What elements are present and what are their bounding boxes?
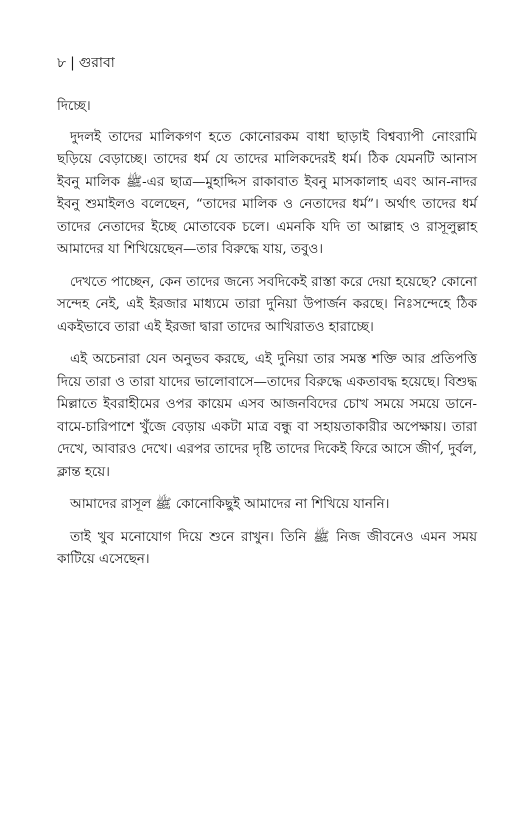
paragraph: আমাদের রাসূল ﷺ কোনোকিছুই আমাদের না শিখিয়ে যাননি।	[70, 497, 390, 512]
header-separator: |	[70, 55, 75, 71]
paragraph: দেখতে পাচ্ছেন, কেন তাদের জন্যে সবদিকেই রাস্তা করে দেয়া হয়েছে? কোনো সন্দেহ নেই, এই ইরজার মাধ্যমে তারা দুনিয়া উপার্জন করছে। নিঃসন্দেহে ঠিক একইভাবে তারা এই ইরজা দ্বারা তাদের আখিরাতও হারাচ্ছে।	[57, 274, 477, 335]
book-title: গুরাবা	[78, 55, 115, 71]
body-text	[57, 96, 477, 582]
paragraph-continuation: দিচ্ছে।	[57, 99, 91, 114]
paragraph: এই অচেনারা যেন অনুভব করছে, এই দুনিয়া তার সমস্ত শক্তি আর প্রতিপত্তি দিয়ে তারা ও তারা যাদের ভালোবাসে—তাদের বিরুদ্ধে একতাবদ্ধ হয়েছে। বিশুদ্ধ মিল্লাতে ইবরাহীমের ওপর কায়েম এসব আজনবিদের চোখ সময়ে সময়ে ডানে-বামে-চারিপাশে খুঁজে বেড়ায় একটা মাত্র বন্ধু বা সহায়তাকারীর অপেক্ষায়। তারা দেখে, আবারও দেখে। এরপর তাদের দৃষ্টি তাদের দিকেই ফিরে আসে জীর্ণ, দুর্বল, ক্লান্ত হয়ে।	[57, 352, 477, 480]
running-header	[57, 54, 115, 72]
paragraph: তাই খুব মনোযোগ দিয়ে শুনে রাখুন। তিনি ﷺ নিজ জীবনেও এমন সময় কাটিয়ে এসেছেন।	[57, 529, 477, 567]
page-number: ৮	[57, 55, 67, 71]
paragraph: দুদলই তাদের মালিকগণ হতে কোনোরকম বাধা ছাড়াই বিশ্বব্যাপী নোংরামি ছড়িয়ে বেড়াচ্ছে। তাদের ধর্ম যে তাদের মালিকদেরই ধর্ম। ঠিক যেমনটি আনাস ইবনু মালিক ﷺ-এর ছাত্র—মুহাদ্দিস রাকাবাত ইবনু মাসকালাহ এবং আন-নাদর ইবনু শুমাইলও বলেছেন, “তাদের মালিক ও নেতাদের ধর্ম”। অর্থাৎ তাদের ধর্ম তাদের নেতাদের ইচ্ছে মোতাবেক চলে। এমনকি যদি তা আল্লাহ ও রাসূলুল্লাহ আমাদের যা শিখিয়েছেন—তার বিরুদ্ধে যায়, তবুও।	[57, 129, 477, 257]
